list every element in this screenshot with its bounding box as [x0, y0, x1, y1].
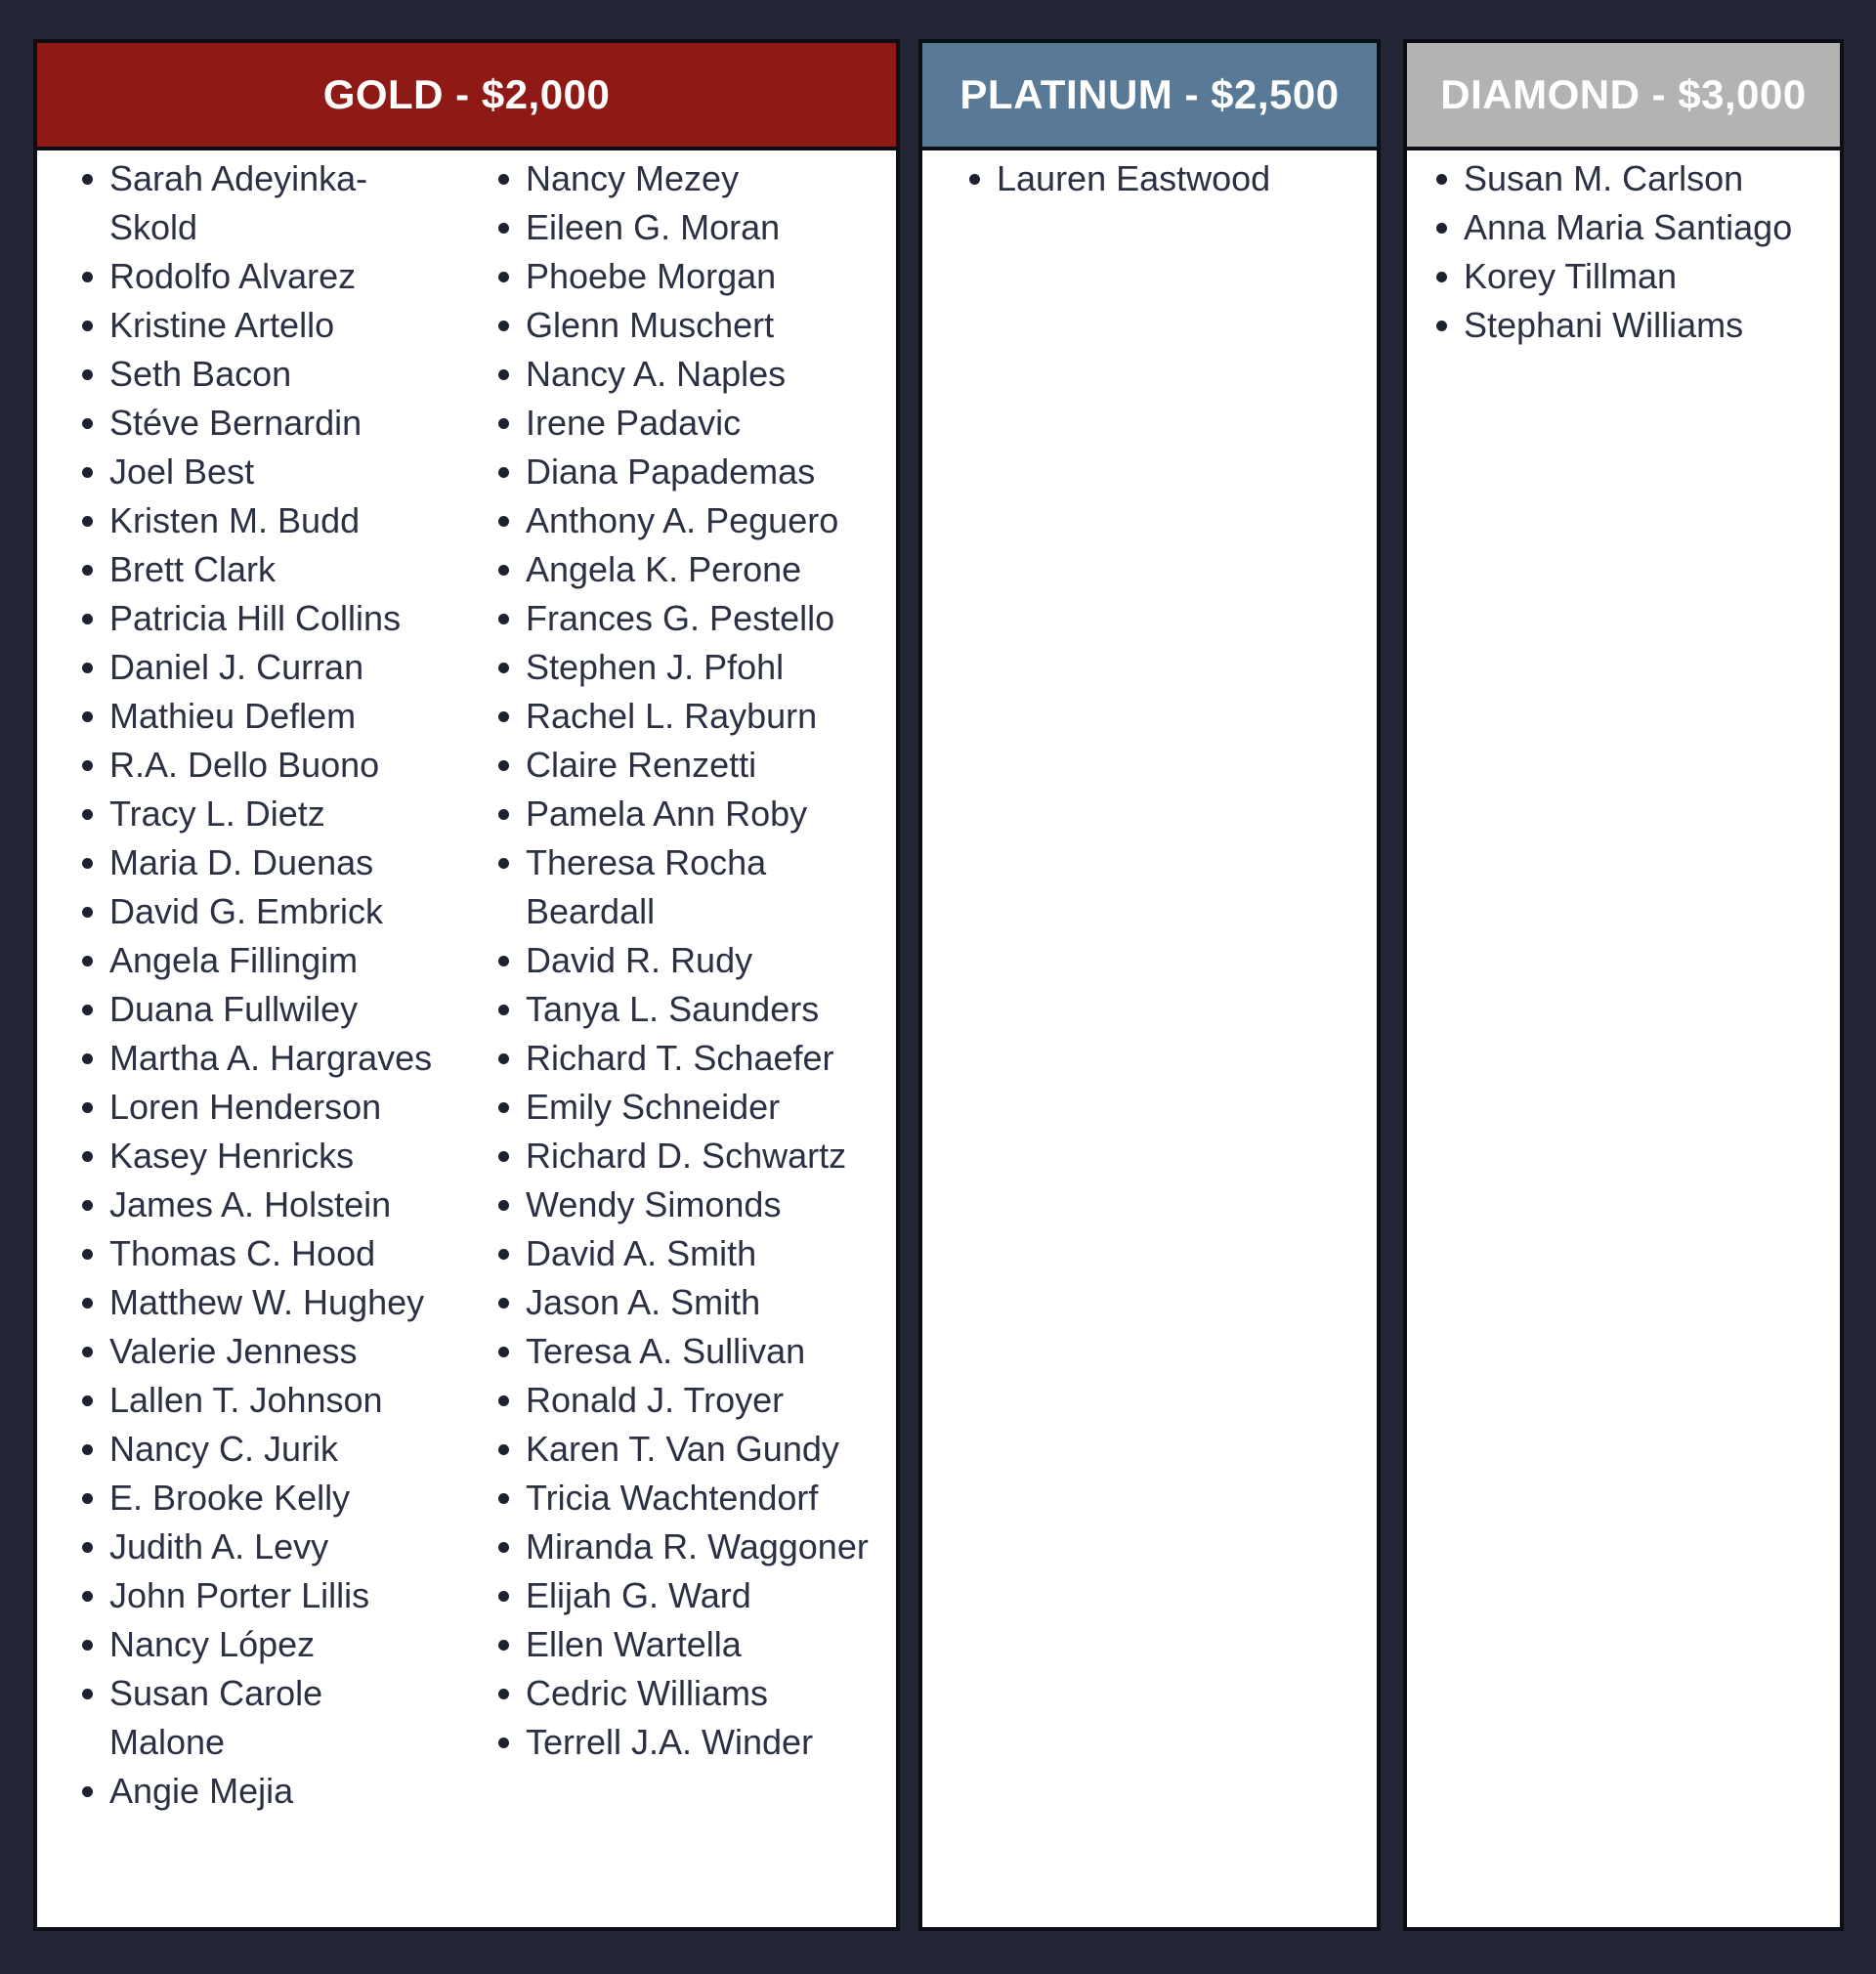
name-list-item: Tricia Wachtendorf: [492, 1474, 883, 1523]
name-list-item: Irene Padavic: [492, 399, 883, 448]
name-list-item: Glenn Muschert: [492, 301, 883, 350]
name-list-item: Rachel L. Rayburn: [492, 692, 883, 741]
name-list-item: Ronald J. Troyer: [492, 1376, 883, 1425]
platinum-tier-panel: [918, 39, 1381, 1931]
name-list-item: Susan M. Carlson: [1430, 154, 1841, 203]
platinum-tier-header: PLATINUM - $2,500: [922, 43, 1377, 150]
diamond-names-list: [1430, 154, 1841, 350]
name-list-item: R.A. Dello Buono: [76, 741, 448, 790]
name-list-item: Brett Clark: [76, 545, 448, 594]
name-list-item: Pamela Ann Roby: [492, 790, 883, 838]
name-list-item: Elijah G. Ward: [492, 1571, 883, 1620]
name-list-item: Richard T. Schaefer: [492, 1034, 883, 1083]
name-list-item: Stéve Bernardin: [76, 399, 448, 448]
name-list-item: Loren Henderson: [76, 1083, 448, 1132]
name-list-item: Diana Papademas: [492, 448, 883, 496]
name-list-item: Angela K. Perone: [492, 545, 883, 594]
name-list-item: Lallen T. Johnson: [76, 1376, 448, 1425]
name-list-item: Kasey Henricks: [76, 1132, 448, 1180]
name-list-item: Anthony A. Peguero: [492, 496, 883, 545]
name-list-item: Claire Renzetti: [492, 741, 883, 790]
name-list-item: Phoebe Morgan: [492, 252, 883, 301]
gold-tier-header: GOLD - $2,000: [37, 43, 896, 150]
name-list-item: Rodolfo Alvarez: [76, 252, 448, 301]
name-list-item: Joel Best: [76, 448, 448, 496]
name-list-item: Eileen G. Moran: [492, 203, 883, 252]
diamond-tier-body: [1407, 150, 1840, 345]
platinum-tier-body: [922, 150, 1377, 198]
platinum-names-list: [963, 154, 1354, 203]
name-list-item: Jason A. Smith: [492, 1278, 883, 1327]
name-list-item: Matthew W. Hughey: [76, 1278, 448, 1327]
name-list-item: Sarah Adeyinka-Skold: [76, 154, 448, 252]
name-list-item: Nancy López: [76, 1620, 448, 1669]
name-list-item: Cedric Williams: [492, 1669, 883, 1718]
name-list-item: E. Brooke Kelly: [76, 1474, 448, 1523]
name-list-item: Thomas C. Hood: [76, 1229, 448, 1278]
name-list-item: Nancy A. Naples: [492, 350, 883, 399]
name-list-item: Seth Bacon: [76, 350, 448, 399]
name-list-item: Teresa A. Sullivan: [492, 1327, 883, 1376]
gold-tier-panel: [33, 39, 900, 1931]
name-list-item: Stephen J. Pfohl: [492, 643, 883, 692]
gold-names-column-1: [76, 154, 448, 1816]
name-list-item: Tanya L. Saunders: [492, 985, 883, 1034]
name-list-item: Judith A. Levy: [76, 1523, 448, 1571]
name-list-item: Wendy Simonds: [492, 1180, 883, 1229]
name-list-item: Kristen M. Budd: [76, 496, 448, 545]
name-list-item: Theresa Rocha Beardall: [492, 838, 883, 936]
name-list-item: Frances G. Pestello: [492, 594, 883, 643]
name-list-item: Mathieu Deflem: [76, 692, 448, 741]
name-list-item: Susan Carole Malone: [76, 1669, 448, 1767]
name-list-item: Kristine Artello: [76, 301, 448, 350]
name-list-item: Korey Tillman: [1430, 252, 1841, 301]
name-list-item: Duana Fullwiley: [76, 985, 448, 1034]
name-list-item: Valerie Jenness: [76, 1327, 448, 1376]
name-list-item: Richard D. Schwartz: [492, 1132, 883, 1180]
name-list-item: Maria D. Duenas: [76, 838, 448, 887]
name-list-item: Nancy Mezey: [492, 154, 883, 203]
name-list-item: Tracy L. Dietz: [76, 790, 448, 838]
name-list-item: James A. Holstein: [76, 1180, 448, 1229]
name-list-item: Anna Maria Santiago: [1430, 203, 1841, 252]
name-list-item: David G. Embrick: [76, 887, 448, 936]
gold-names-column-2: [492, 154, 883, 1767]
diamond-tier-panel: [1403, 39, 1844, 1931]
name-list-item: Angela Fillingim: [76, 936, 448, 985]
name-list-item: Miranda R. Waggoner: [492, 1523, 883, 1571]
name-list-item: Terrell J.A. Winder: [492, 1718, 883, 1767]
name-list-item: Angie Mejia: [76, 1767, 448, 1816]
gold-tier-body: [37, 150, 896, 1811]
name-list-item: Martha A. Hargraves: [76, 1034, 448, 1083]
name-list-item: David A. Smith: [492, 1229, 883, 1278]
name-list-item: Patricia Hill Collins: [76, 594, 448, 643]
name-list-item: Nancy C. Jurik: [76, 1425, 448, 1474]
name-list-item: Daniel J. Curran: [76, 643, 448, 692]
name-list-item: Ellen Wartella: [492, 1620, 883, 1669]
name-list-item: Emily Schneider: [492, 1083, 883, 1132]
name-list-item: David R. Rudy: [492, 936, 883, 985]
name-list-item: Lauren Eastwood: [963, 154, 1354, 203]
name-list-item: John Porter Lillis: [76, 1571, 448, 1620]
name-list-item: Karen T. Van Gundy: [492, 1425, 883, 1474]
diamond-tier-header: DIAMOND - $3,000: [1407, 43, 1840, 150]
name-list-item: Stephani Williams: [1430, 301, 1841, 350]
